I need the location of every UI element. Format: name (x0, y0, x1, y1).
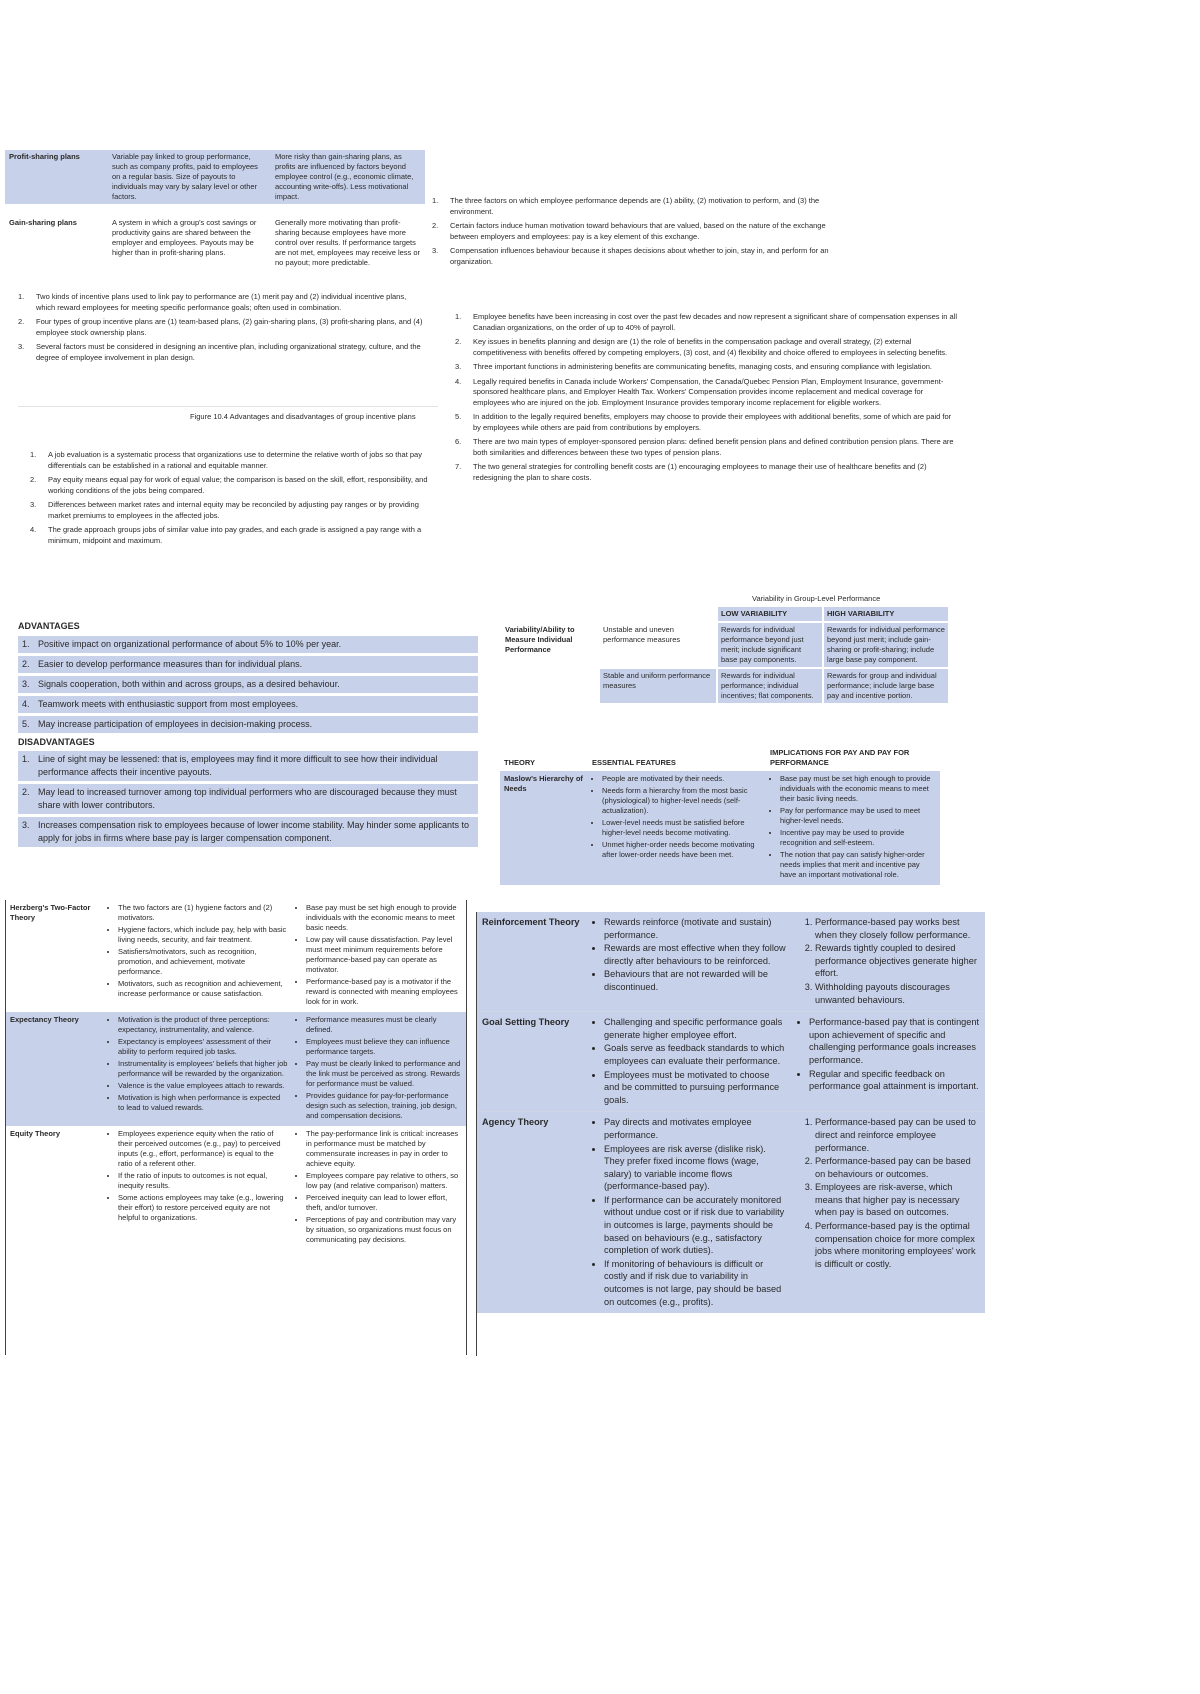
feature-item: • Hygiene factors, which include pay, help with basic living needs, security, and fair treatment. (118, 925, 288, 945)
implication-item: 3. Withholding payouts discourages unwanted behaviours. (815, 981, 980, 1006)
list-item: 7. The two general strategies for controlling benefit costs are (1) encouraging employees to manage their use of healthcare benefits and (2) redesigning the plan to share costs. (455, 462, 927, 482)
implication-item: 3. Employees are risk-averse, which means that higher pay is necessary when pay is based on outcomes. (815, 1181, 980, 1219)
theories-table-left (5, 900, 467, 1355)
list-item: 6. There are two main types of employer-sponsored pension plans: defined benefit pension plans and defined contribution pension plans. There are both similarities and differences between these two types of pension plans. (455, 437, 954, 457)
notes-right-top (432, 196, 852, 271)
implication-item: • Performance-based pay that is contingent upon achievement of specific and challenging performance goals increases performance. (809, 1016, 980, 1066)
plan-name: Profit-sharing plans (9, 152, 80, 161)
feature-item: • Challenging and specific performance goals generate higher employee effort. (604, 1016, 787, 1041)
feature-item: • Employees must be motivated to choose and be committed to pursuing performance goals. (604, 1069, 787, 1107)
theory-name: Reinforcement Theory (482, 917, 580, 927)
feature-item: • If the ratio of inputs to outcomes is not equal, inequity results. (118, 1171, 288, 1191)
list-item: 1. A job evaluation is a systematic process that organizations use to determine the relative worth of jobs so that pay differentials can be established in a rational and equitable manner. (30, 450, 422, 470)
r1-high: Rewards for individual performance beyond just merit; include gain-sharing or profit-sharing; include large base pay component. (824, 623, 948, 667)
r2-low: Rewards for individual performance; individual incentives; flat components. (718, 669, 822, 703)
list-item: 2. Four types of group incentive plans are (1) team-based plans, (2) gain-sharing plans, (3) profit-sharing plans, and (4) employee stock ownership plans. (18, 317, 423, 337)
implications-header: IMPLICATIONS FOR PAY AND PAY FOR PERFORMANCE (770, 748, 910, 767)
feature-item: • Instrumentality is employees' beliefs that higher job performance will be rewarded by the organization. (118, 1059, 288, 1079)
feature-item: • Pay directs and motivates employee performance. (604, 1116, 787, 1141)
feature-item: • Motivators, such as recognition and achievement, increase performance or cause satisfaction. (118, 979, 288, 999)
plan-impact: More risky than gain-sharing plans, as profits are influenced by factors beyond employee control (e.g., economic climate, accounting write-offs). Less motivational impact. (275, 152, 414, 201)
figure-caption: Figure 10.4 Advantages and disadvantages of group incentive plans (190, 412, 416, 421)
r2-label: Stable and uniform performance measures (600, 669, 716, 703)
feature-item: • If monitoring of behaviours is difficult or costly and if risk due to variability in outcomes is not large, pay should be based on outcomes (e.g., profits). (604, 1258, 787, 1308)
feature-item: • Behaviours that are not rewarded will be discontinued. (604, 968, 787, 993)
list-item: 2. Key issues in benefits planning and design are (1) the role of benefits in the compensation package and overall strategy, (2) external competitiveness with benefits offered by competing employers, (3) cost, and (4) flexibility and choice offered to employees in selecting benefits. (455, 337, 948, 357)
r1-low: Rewards for individual performance beyond just merit; include significant base pay components. (718, 623, 822, 667)
col-high: HIGH VARIABILITY (824, 607, 948, 621)
feature-item: • Expectancy is employees' assessment of their ability to perform required job tasks. (118, 1037, 288, 1057)
feature-item: • Motivation is high when performance is expected to lead to valued rewards. (118, 1093, 288, 1113)
list-item: 4. The grade approach groups jobs of similar value into pay grades, and each grade is assigned a pay range with a minimum, midpoint and maximum. (30, 525, 422, 545)
implication-item: • Perceptions of pay and contribution may vary by situation, so organizations must focus on communicating pay decisions. (306, 1215, 462, 1245)
feature-item: • Needs form a hierarchy from the most basic (physiological) to higher-level needs (self-actualization). (602, 786, 762, 816)
implication-item: 2. Performance-based pay can be based on behaviours or outcomes. (815, 1155, 980, 1180)
plan-name: Gain-sharing plans (9, 218, 77, 227)
list-item: 3. Compensation influences behaviour because it shapes decisions about whether to join, stay in, and perform for an organization. (432, 246, 829, 266)
list-item: 3. Three important functions in administering benefits are communicating benefits, managing costs, and ensuring compliance with legislation. (455, 362, 932, 371)
implication-item: • Pay must be clearly linked to performance and the link must be perceived as strong. Rewards for performance must be valued. (306, 1059, 462, 1089)
list-item: 1. Employee benefits have been increasing in cost over the past few decades and now represent a significant share of compensation expenses in all Canadian organizations, on the order of up to 40% of payroll. (455, 312, 958, 332)
implication-item: 1. Performance-based pay can be used to direct and reinforce employee performance. (815, 1116, 980, 1154)
implication-item: • Base pay must be set high enough to provide individuals with the economic means to meet basic needs. (306, 903, 462, 933)
theories-table-right (476, 912, 985, 1356)
theory-name: Goal Setting Theory (482, 1017, 570, 1028)
disadvantage-item: 2. May lead to increased turnover among top individual performers who are discouraged because they must share with lower contributors. (18, 784, 478, 814)
feature-item: • Motivation is the product of three perceptions: expectancy, instrumentality, and valence. (118, 1015, 288, 1035)
row-label: Variability/Ability to Measure Individual Performance (505, 624, 575, 654)
maslow-table (500, 745, 940, 885)
theory-name: Herzberg's Two-Factor Theory (10, 903, 91, 922)
list-item: 2. Pay equity means equal pay for work of equal value; the comparison is based on the skill, effort, responsibility, and working conditions of the jobs being compared. (30, 475, 428, 495)
advantage-item: 5. May increase participation of employees in decision-making process. (18, 716, 478, 733)
plan-description: A system in which a group's cost savings or productivity gains are shared between the employer and employees. Payouts may be higher than in profit-sharing plans. (112, 218, 257, 257)
advantage-item: 1. Positive impact on organizational performance of about 5% to 10% per year. (18, 636, 478, 653)
list-item: 5. In addition to the legally required benefits, employers may choose to provide their employees with additional benefits, some of which are paid for by employees while others are paid from contributions by employers. (455, 412, 952, 432)
matrix-title: Variability in Group-Level Performance (752, 594, 881, 603)
notes-left-mid (30, 450, 440, 550)
implication-item: • Performance-based pay is a motivator if the reward is connected with meaning employees look for in work. (306, 977, 462, 1007)
feature-item: • Lower-level needs must be satisfied before higher-level needs become motivating. (602, 818, 762, 838)
list-item: 1. Two kinds of incentive plans used to link pay to performance are (1) merit pay and (2) individual incentive plans, which reward employees for meeting specific performance goals; often used in combination. (18, 292, 407, 312)
features-header: ESSENTIAL FEATURES (592, 758, 676, 767)
advantage-item: 4. Teamwork meets with enthusiastic support from most employees. (18, 696, 478, 713)
list-item: 4. Legally required benefits in Canada include Workers' Compensation, the Canada/Quebec Pension Plan, Employment Insurance, government-sponsored healthcare plans, and Employer Health Tax. Workers' Compensation provides income replacement and medical coverage for employees who are injured on the job. Employment Insurance provides temporary income replacement for eligible workers. (455, 376, 944, 407)
feature-item: • Satisfiers/motivators, such as recognition, promotion, and achievement, motivate performance. (118, 947, 288, 977)
implication-item: • Regular and specific feedback on performance goal attainment is important. (809, 1068, 980, 1093)
disadvantages-title: DISADVANTAGES (18, 736, 95, 747)
implication-item: • Perceived inequity can lead to lower effort, theft, and/or turnover. (306, 1193, 462, 1213)
implication-item: 1. Performance-based pay works best when they closely follow performance. (815, 916, 980, 941)
list-item: 2. Certain factors induce human motivation toward behaviours that are valued, based on the nature of the exchange between employers and employees: pay is a key element of this exchange. (432, 221, 826, 241)
implication-item: • Employees must believe they can influence performance targets. (306, 1037, 462, 1057)
advantage-item: 2. Easier to develop performance measures than for individual plans. (18, 656, 478, 673)
implication-item: • The pay-performance link is critical: increases in performance must be matched by commensurate increases in pay in order to achieve equity. (306, 1129, 462, 1169)
notes-left-top (18, 292, 423, 367)
notes-right-mid (455, 312, 960, 487)
advantages-title: ADVANTAGES (18, 621, 80, 631)
advantages-section (18, 620, 478, 850)
theory-name: Expectancy Theory (10, 1015, 79, 1024)
implication-item: • Performance measures must be clearly defined. (306, 1015, 462, 1035)
implication-item: • Employees compare pay relative to others, so low pay (and relative comparison) matters. (306, 1171, 462, 1191)
list-item: 3. Differences between market rates and internal equity may be reconciled by adjusting pay ranges or by providing market premiums to employees in the affected jobs. (30, 500, 419, 520)
implication-item: • Base pay must be set high enough to provide individuals with the economic means to meet their basic living needs. (780, 774, 936, 804)
theory-name: Equity Theory (10, 1129, 61, 1138)
implication-item: • The notion that pay can satisfy higher-order needs implies that merit and incentive pay have an important motivational role. (780, 850, 936, 880)
col-low: LOW VARIABILITY (718, 607, 822, 621)
implication-item: 2. Rewards tightly coupled to desired performance objectives generate higher effort. (815, 942, 980, 980)
feature-item: • Employees experience equity when the ratio of their perceived outcomes (e.g., pay) to perceived inputs (e.g., effort, performance) is equal to the ratio of a referent other. (118, 1129, 288, 1169)
divider (18, 406, 438, 407)
feature-item: • The two factors are (1) hygiene factors and (2) motivators. (118, 903, 288, 923)
r2-high: Rewards for group and individual performance; include large base pay and incentive portion. (824, 669, 948, 703)
plan-impact: Generally more motivating than profit-sharing because employees have more control over results. If performance targets are not met, employees may receive less or no payout; more predictable. (275, 218, 421, 267)
theory-name: Agency Theory (482, 1117, 549, 1128)
theory-header: THEORY (504, 758, 535, 767)
feature-item: • People are motivated by their needs. (602, 774, 762, 784)
implication-item: 4. Performance-based pay is the optimal compensation choice for more complex jobs where monitoring employees' work is difficult or costly. (815, 1220, 980, 1270)
feature-item: • Valence is the value employees attach to rewards. (118, 1081, 288, 1091)
plan-description: Variable pay linked to group performance, such as company profits, paid to employees on a regular basis. Size of payouts to individuals may vary by salary level or other factors. (112, 152, 258, 201)
feature-item: • Rewards reinforce (motivate and sustain) performance. (604, 916, 787, 941)
feature-item: • Goals serve as feedback standards to which employees can evaluate their performance. (604, 1042, 787, 1067)
variability-matrix (500, 594, 950, 705)
feature-item: • Rewards are most effective when they follow directly after behaviours to be reinforced. (604, 942, 787, 967)
implication-item: • Incentive pay may be used to provide recognition and self-esteem. (780, 828, 936, 848)
advantage-item: 3. Signals cooperation, both within and across groups, as a desired behaviour. (18, 676, 478, 693)
feature-item: • If performance can be accurately monitored without undue cost or if risk due to variability in outcomes is large, payments should be based on behaviours (e.g., satisfactory completion of work duties). (604, 1194, 787, 1257)
disadvantage-item: 3. Increases compensation risk to employees because of lower income stability. May hinder some applicants to apply for jobs in firms where base pay is larger compensation component. (18, 817, 478, 847)
implication-item: • Low pay will cause dissatisfaction. Pay level must meet minimum requirements before performance-based pay can operate as motivator. (306, 935, 462, 975)
r1-label: Unstable and uneven performance measures (603, 624, 681, 644)
implication-item: • Pay for performance may be used to meet higher-level needs. (780, 806, 936, 826)
list-item: 3. Several factors must be considered in designing an incentive plan, including organizational strategy, culture, and the degree of employee involvement in plan design. (18, 342, 421, 362)
feature-item: • Unmet higher-order needs become motivating after lower-order needs have been met. (602, 840, 762, 860)
feature-item: • Employees are risk averse (dislike risk). They prefer fixed income flows (wage, salary) to variable income flows (performance-based pay). (604, 1143, 787, 1193)
profit-plans-table (5, 150, 425, 270)
disadvantage-item: 1. Line of sight may be lessened: that is, employees may find it more difficult to see how their individual performance affects their incentive payouts. (18, 751, 478, 781)
theory-name: Maslow's Hierarchy of Needs (504, 774, 583, 793)
feature-item: • Some actions employees may take (e.g., lowering their effort) to restore perceived equity are not helpful to organizations. (118, 1193, 288, 1223)
implication-item: • Provides guidance for pay-for-performance design such as selection, training, job design, and compensation decisions. (306, 1091, 462, 1121)
list-item: 1. The three factors on which employee performance depends are (1) ability, (2) motivation to perform, and (3) the environment. (432, 196, 820, 216)
